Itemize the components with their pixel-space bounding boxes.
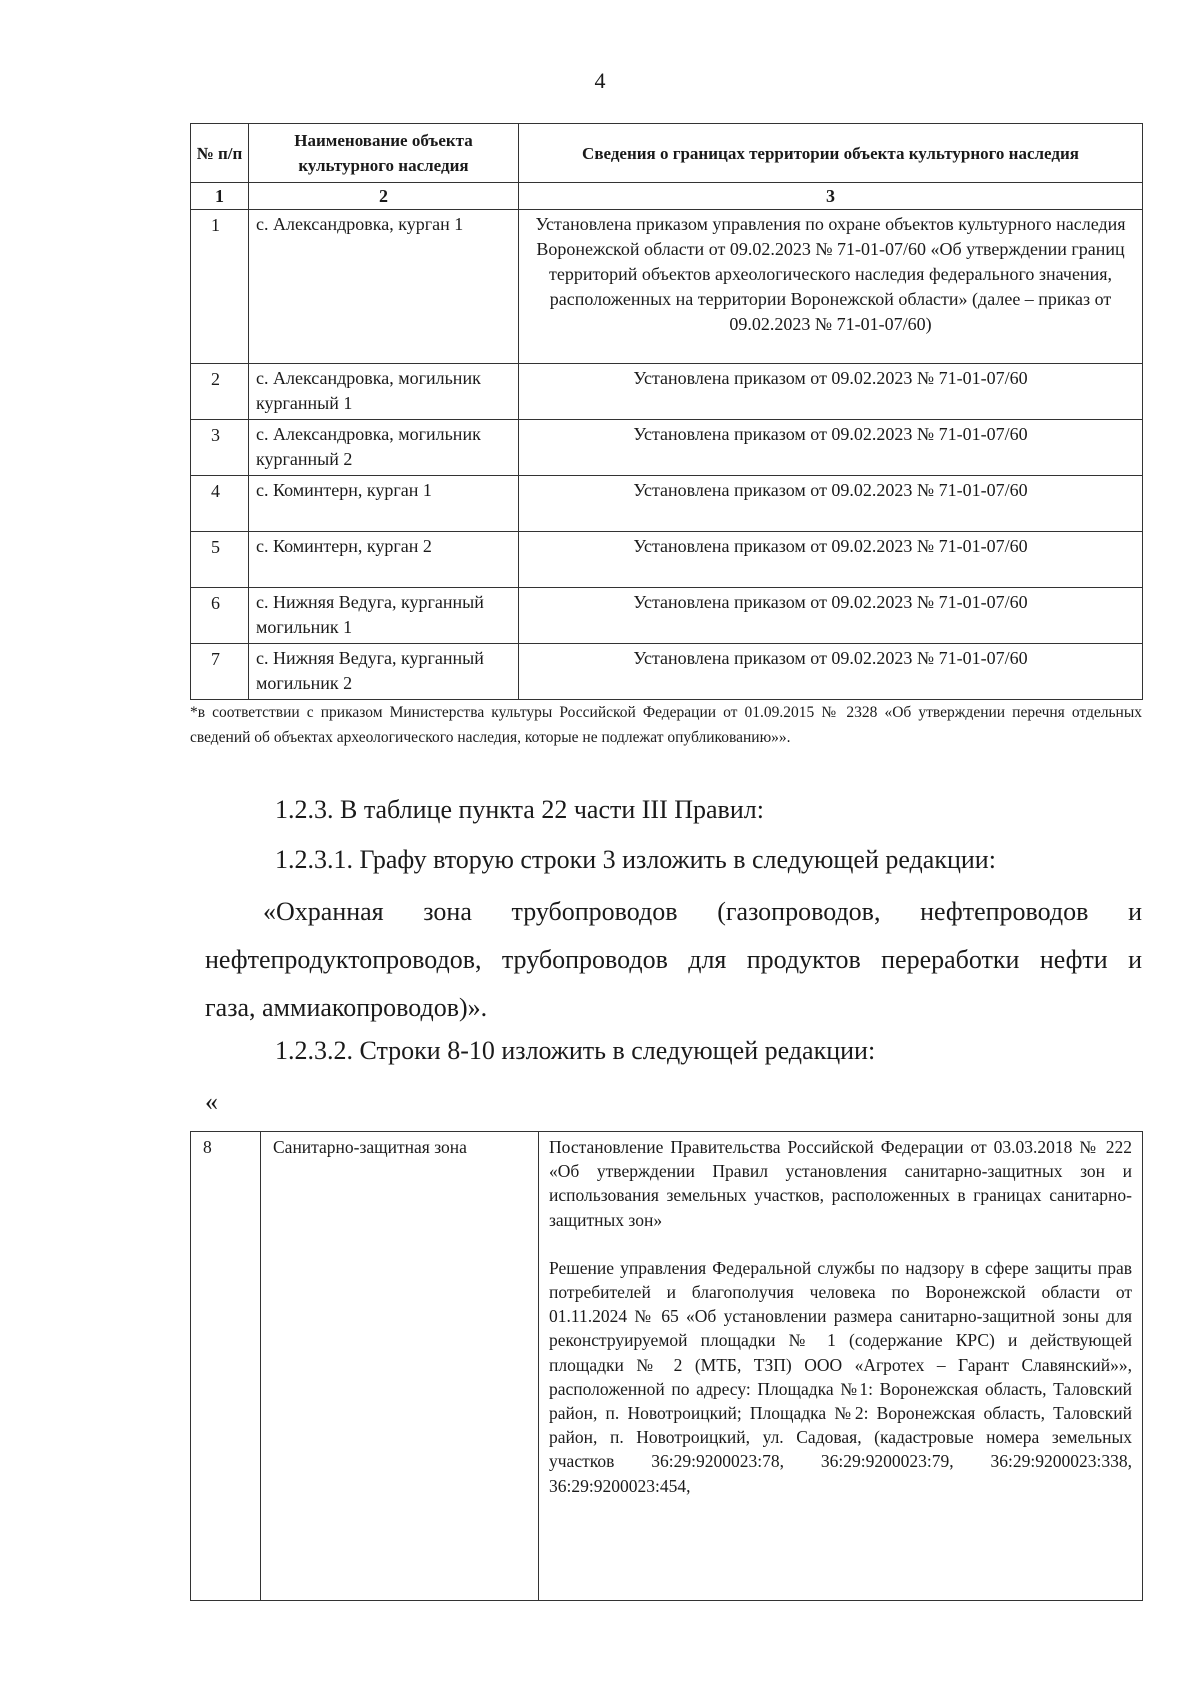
row-number: 6: [191, 588, 249, 644]
paragraph-1-2-3-1: 1.2.3.1. Графу вторую строки 3 изложить в следующей редакции:: [275, 845, 996, 874]
column-number: 1: [191, 183, 249, 210]
header-info: Сведения о границах территории объекта культурного наследия: [519, 124, 1143, 183]
opening-quote: «: [205, 1087, 218, 1116]
heritage-objects-table: [190, 123, 1143, 700]
quoted-text-line: «Охранная зона трубопроводов (газопроводов, нефтепроводов и: [263, 897, 1142, 926]
table-row: [191, 1132, 1143, 1601]
table-row: [191, 588, 1143, 644]
object-name: с. Коминтерн, курган 2: [249, 532, 519, 588]
object-name: с. Нижняя Ведуга, курганный могильник 2: [249, 644, 519, 700]
object-name: с. Александровка, курган 1: [249, 210, 519, 364]
object-name: с. Коминтерн, курган 1: [249, 476, 519, 532]
table-header-row: [191, 124, 1143, 183]
table-row: [191, 364, 1143, 420]
table-row: [191, 476, 1143, 532]
quoted-text-line: газа, аммиакопроводов)».: [205, 993, 488, 1022]
boundary-info: Установлена приказом от 09.02.2023 № 71-01-07/60: [519, 644, 1143, 700]
object-name: с. Нижняя Ведуга, курганный могильник 1: [249, 588, 519, 644]
header-name: Наименование объекта культурного наследия: [249, 124, 519, 183]
row-number: 8: [191, 1132, 261, 1601]
zone-documents: [539, 1132, 1143, 1601]
document-paragraph: Постановление Правительства Российской Федерации от 03.03.2018 № 222 «Об утверждении Правил установления санитарно-защитных зон и использования земельных участков, расположенных в границах санитарно-защитных зон»: [549, 1137, 1132, 1230]
row-number: 5: [191, 532, 249, 588]
table-row: [191, 420, 1143, 476]
boundary-info: Установлена приказом управления по охране объектов культурного наследия Воронежской области от 09.02.2023 № 71-01-07/60 «Об утверждении границ территорий объектов археологического наследия федерального значения, расположенных на территории Воронежской области» (далее – приказ от 09.02.2023 № 71-01-07/60): [519, 210, 1143, 364]
quoted-text-block: [205, 888, 1142, 1032]
column-number: 2: [249, 183, 519, 210]
paragraph-1-2-3: 1.2.3. В таблице пункта 22 части III Правил:: [275, 795, 764, 824]
boundary-info: Установлена приказом от 09.02.2023 № 71-01-07/60: [519, 364, 1143, 420]
row-number: 2: [191, 364, 249, 420]
document-paragraph: Решение управления Федеральной службы по надзору в сфере защиты прав потребителей и благополучия человека по Воронежской области от 01.11.2024 № 65 «Об установлении размера санитарно-защитной зоны для реконструируемой площадки № 1 (содержание КРС) и действующей площадки № 2 (МТБ, ТЗП) ООО «Агротех – Гарант Славянский»», расположенной по адресу: Площадка №1: Воронежская область, Таловский район, п. Новотроицкий; Площадка №2: Воронежская область, Таловский район, п. Новотроицкий, ул. Садовая, (кадастровые номера земельных участков 36:29:9200023:78, 36:29:9200023:79, 36:29:9200023:338, 36:29:9200023:454,: [549, 1257, 1132, 1496]
object-name: с. Александровка, могильник курганный 2: [249, 420, 519, 476]
row-number: 4: [191, 476, 249, 532]
column-number: 3: [519, 183, 1143, 210]
object-name: с. Александровка, могильник курганный 1: [249, 364, 519, 420]
boundary-info: Установлена приказом от 09.02.2023 № 71-01-07/60: [519, 588, 1143, 644]
paragraph-1-2-3-2: 1.2.3.2. Строки 8-10 изложить в следующей редакции:: [275, 1036, 876, 1065]
zone-name: Санитарно-защитная зона: [261, 1132, 539, 1601]
header-num: № п/п: [191, 124, 249, 183]
boundary-info: Установлена приказом от 09.02.2023 № 71-01-07/60: [519, 532, 1143, 588]
table-row: [191, 532, 1143, 588]
zones-table: [190, 1131, 1143, 1601]
column-numbers-row: [191, 183, 1143, 210]
table-row: [191, 644, 1143, 700]
quoted-text-line: нефтепродуктопроводов, трубопроводов для продуктов переработки нефти и: [205, 945, 1142, 974]
row-number: 3: [191, 420, 249, 476]
boundary-info: Установлена приказом от 09.02.2023 № 71-01-07/60: [519, 420, 1143, 476]
footnote: *в соответствии с приказом Министерства культуры Российской Федерации от 01.09.2015 № 2328 «Об утверждении перечня отдельных сведений об объектах археологического наследия, которые не подлежат опубликованию»».: [190, 704, 1142, 746]
row-number: 7: [191, 644, 249, 700]
page-number: 4: [594, 68, 606, 93]
table-row: [191, 210, 1143, 364]
row-number: 1: [191, 210, 249, 364]
boundary-info: Установлена приказом от 09.02.2023 № 71-01-07/60: [519, 476, 1143, 532]
